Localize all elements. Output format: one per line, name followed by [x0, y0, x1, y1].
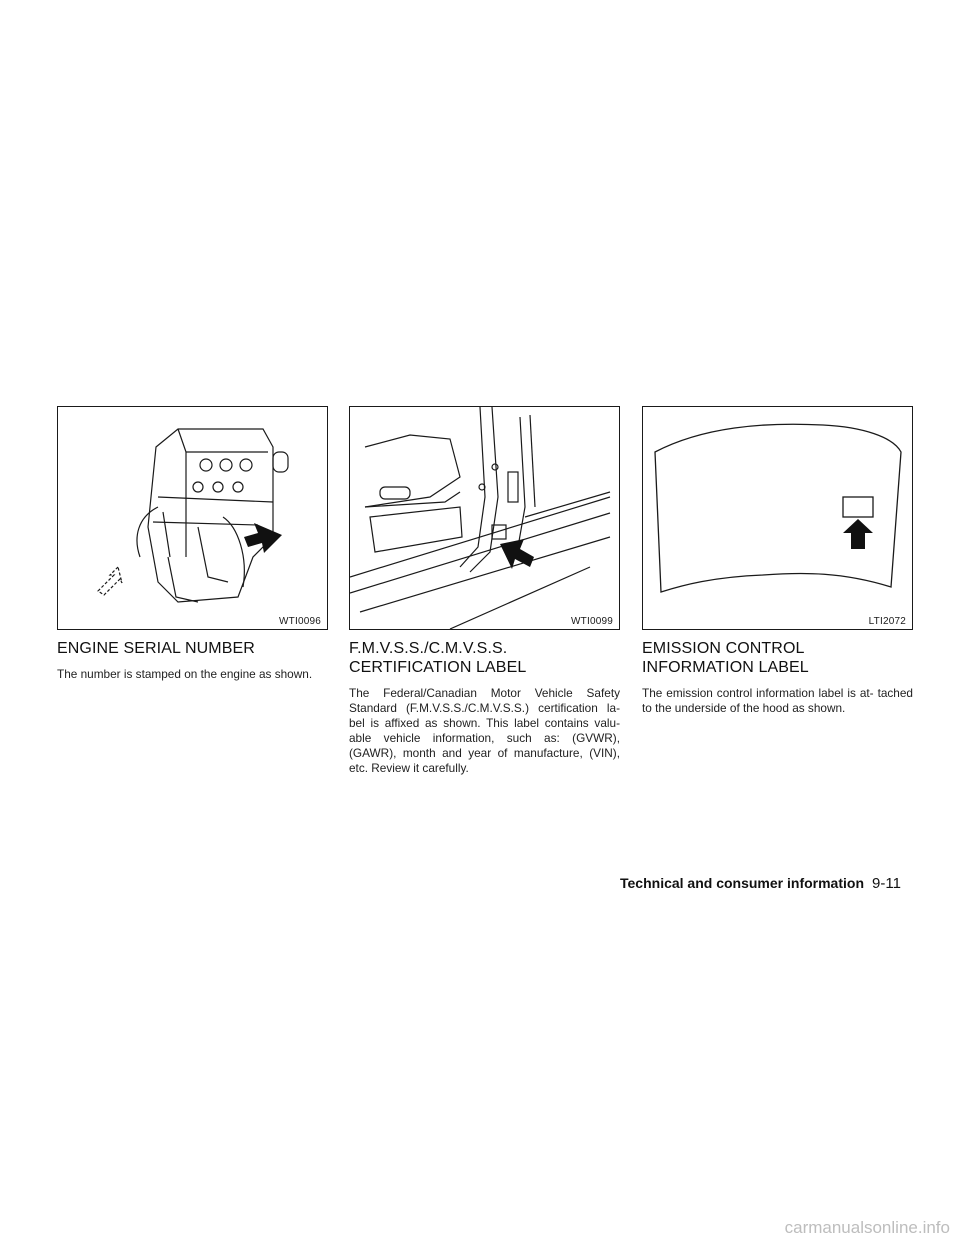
figure-code: WTI0096	[279, 616, 321, 627]
engine-illustration	[58, 407, 327, 629]
section-body: The number is stamped on the engine as shown.	[57, 667, 313, 681]
section-heading: EMISSION CONTROL INFORMATION LABEL	[642, 640, 809, 676]
hood-illustration	[643, 407, 912, 629]
section-heading: F.M.V.S.S./C.M.V.S.S. CERTIFICATION LABEL	[349, 640, 527, 676]
figure-code: LTI2072	[868, 616, 906, 627]
section-heading: ENGINE SERIAL NUMBER	[57, 640, 255, 657]
door-pillar-figure	[349, 406, 620, 630]
section-body: The emission control information label is at- tached to the underside of the hood as shown.	[642, 686, 913, 715]
section-engine-serial	[57, 406, 328, 682]
page-number: 9-11	[872, 875, 901, 892]
page-footer	[620, 875, 900, 892]
hood-figure	[642, 406, 913, 630]
section-emission-label	[642, 406, 913, 716]
section-certification-label	[349, 406, 620, 776]
watermark: carmanualsonline.info	[784, 1218, 950, 1237]
engine-figure	[57, 406, 328, 630]
section-body: The Federal/Canadian Motor Vehicle Safety Standard (F.M.V.S.S./C.M.V.S.S.) certification la- bel is affixed as shown. This label contains valu- able vehicle information, such as: (GVWR), (GAWR), month and year of manufacture, (VIN), etc. Review it carefully.	[349, 686, 620, 775]
footer-section-title: Technical and consumer information	[620, 875, 865, 891]
door-pillar-illustration	[350, 407, 619, 629]
figure-code: WTI0099	[571, 616, 613, 627]
